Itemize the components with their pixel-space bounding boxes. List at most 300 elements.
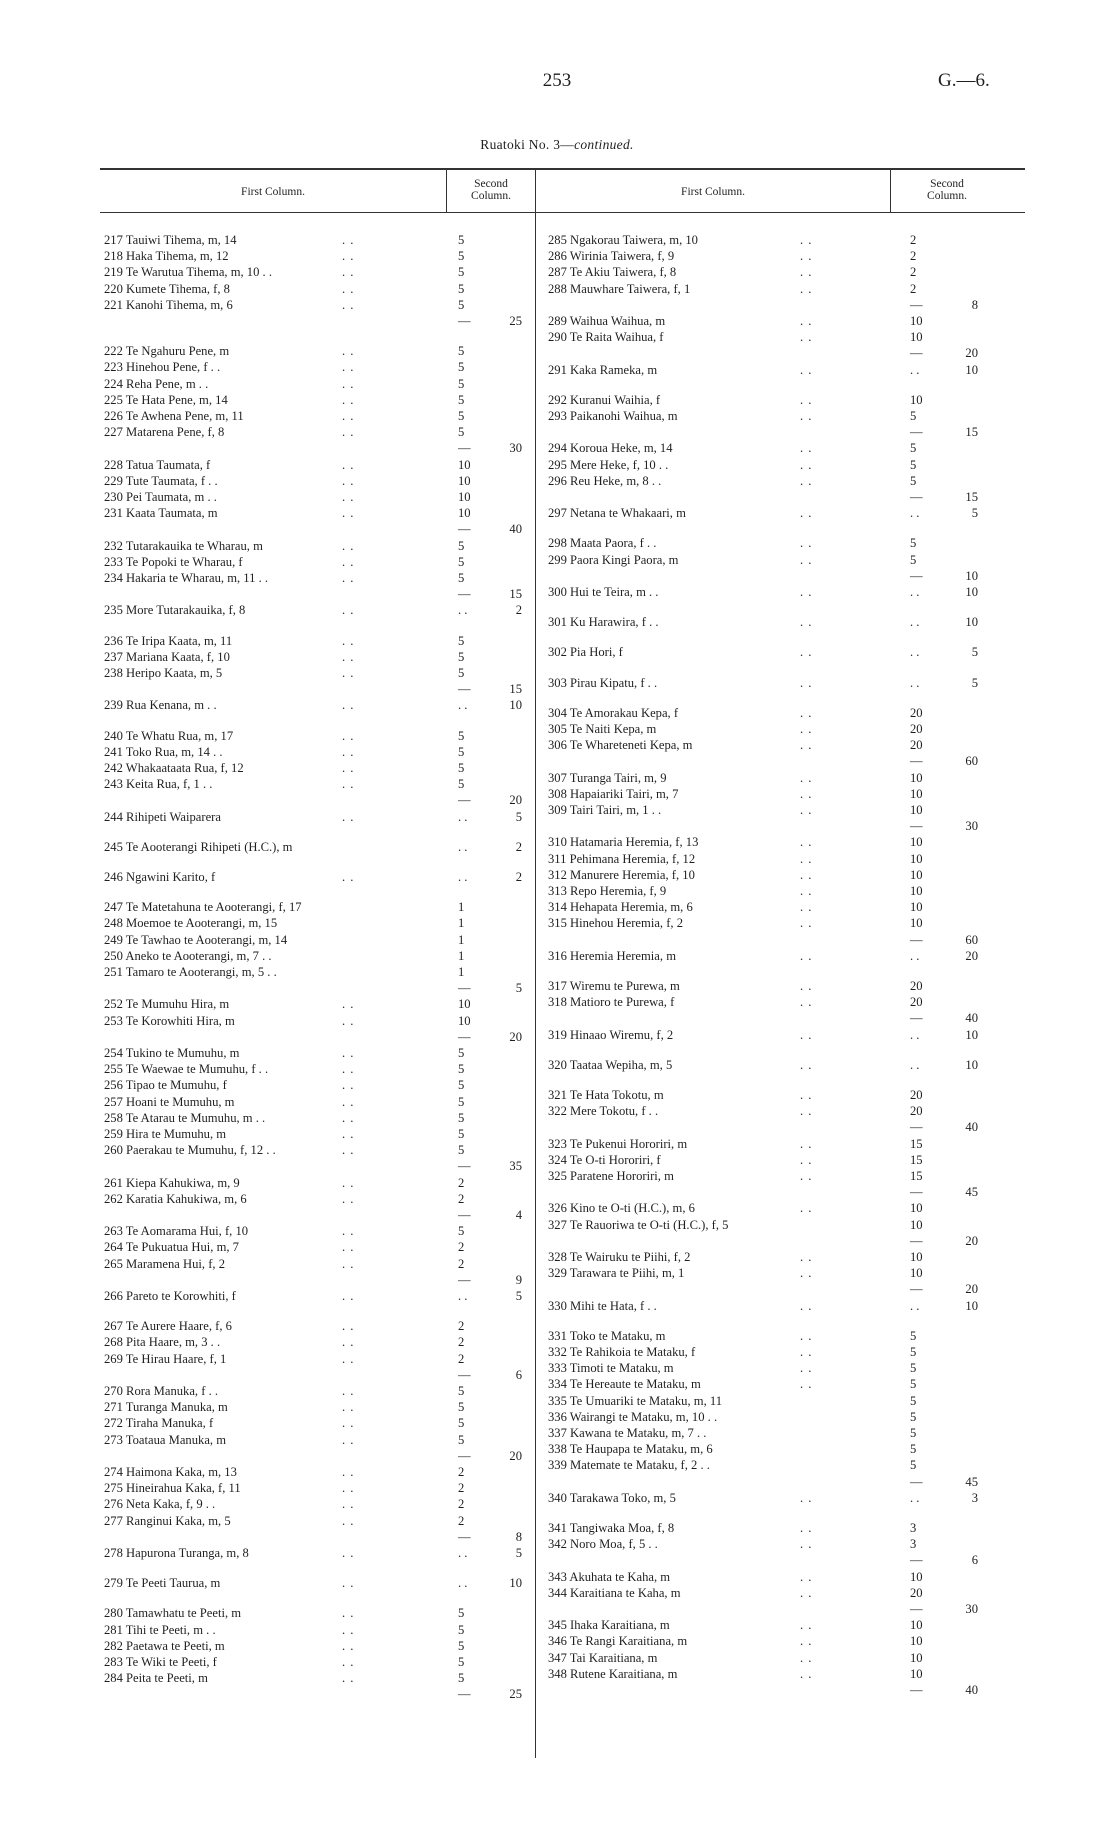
- entry-row: [548, 994, 978, 1010]
- right-second-header-line2: Column.: [927, 190, 967, 202]
- entry-row: [548, 867, 978, 883]
- subtotal-value: 40: [965, 1011, 978, 1026]
- entry-row: [104, 633, 522, 649]
- subtotal-value: 40: [965, 1683, 978, 1697]
- second-column-share: 15: [910, 1169, 923, 1183]
- second-column-share: 10: [910, 1634, 923, 1649]
- second-column-share: . .: [458, 839, 468, 854]
- second-column-share: 5: [458, 571, 465, 585]
- entry-name: 307 Turanga Tairi, m, 9: [548, 770, 667, 785]
- entry-row: [104, 1175, 522, 1191]
- second-column-share: 1: [458, 965, 465, 979]
- second-column-share: 5: [458, 1432, 465, 1447]
- leader-dots: . .: [800, 851, 813, 866]
- second-column-share: . .: [458, 698, 468, 713]
- second-column-share: 10: [910, 314, 923, 328]
- second-column-share: . .: [910, 1298, 920, 1313]
- subtotal-dash: —: [910, 1683, 923, 1697]
- entry-name: 221 Kanohi Tihema, m, 6: [104, 297, 233, 312]
- leader-dots: . .: [800, 1361, 813, 1376]
- leader-dots: . .: [800, 1169, 813, 1183]
- entry-name: 223 Hinehou Pene, f . .: [104, 360, 221, 375]
- leader-dots: . .: [800, 770, 813, 785]
- leader-dots: . .: [342, 344, 355, 359]
- second-column-share: 10: [458, 457, 471, 472]
- entry-row: [548, 281, 978, 297]
- entry-name: 325 Paratene Hororiri, m: [548, 1169, 674, 1183]
- second-column-share: 20: [910, 738, 923, 753]
- entry-name: 318 Matioro te Purewa, f: [548, 995, 675, 1010]
- entry-name: 230 Pei Taumata, m . .: [104, 490, 217, 504]
- second-column-share: 5: [458, 1094, 465, 1109]
- entry-row: [104, 932, 522, 948]
- entry-name: 288 Mauwhare Taiwera, f, 1: [548, 281, 691, 296]
- second-column-total: 10: [965, 362, 978, 377]
- second-column-share: 5: [458, 233, 465, 247]
- entry-row: [548, 1666, 978, 1682]
- leader-dots: . .: [342, 1481, 355, 1496]
- left-second-column-divider: [446, 168, 447, 212]
- entry-name: 243 Keita Rua, f, 1 . .: [104, 777, 213, 792]
- second-column-share: 2: [910, 249, 917, 264]
- entry-row: [104, 1045, 522, 1061]
- entry-name: 278 Hapurona Turanga, m, 8: [104, 1546, 249, 1560]
- entry-row: [104, 1383, 522, 1399]
- subtotal-dash: —: [458, 682, 471, 697]
- entry-row: [104, 915, 522, 931]
- entry-name: 311 Pehimana Heremia, f, 12: [548, 851, 696, 866]
- entry-row: [104, 649, 522, 665]
- subtotal-value: 30: [965, 1602, 978, 1616]
- leader-dots: . .: [342, 1319, 355, 1334]
- entry-row: [548, 1585, 978, 1601]
- entry-row: [548, 705, 978, 721]
- header-bottom-rule: [100, 212, 1025, 213]
- subtotal-dash: —: [458, 981, 471, 996]
- entry-row: [104, 869, 522, 885]
- subtotal-row: [458, 586, 522, 602]
- entry-name: 293 Paikanohi Waihua, m: [548, 409, 678, 423]
- entry-name: 222 Te Ngahuru Pene, m: [104, 344, 230, 359]
- second-column-share: 20: [910, 705, 923, 720]
- entry-row: [104, 1223, 522, 1239]
- entry-row: [548, 1168, 978, 1184]
- subtotal-row: [458, 1029, 522, 1045]
- subtotal-row: [458, 1448, 522, 1464]
- entry-row: [104, 899, 522, 915]
- entry-row: [104, 602, 522, 618]
- second-column-share: 1: [458, 932, 465, 947]
- leader-dots: . .: [342, 1465, 355, 1479]
- entry-row: [548, 1298, 978, 1314]
- entry-name: 235 More Tutarakauika, f, 8: [104, 603, 246, 618]
- entry-name: 322 Mere Tokotu, f . .: [548, 1104, 659, 1119]
- second-column-total: 2: [515, 839, 522, 854]
- second-column-share: 5: [458, 344, 465, 359]
- leader-dots: . .: [342, 425, 355, 440]
- leader-dots: . .: [800, 362, 813, 377]
- subtotal-row: [910, 489, 978, 505]
- entry-row: [104, 809, 522, 825]
- second-column-share: 10: [910, 1250, 923, 1264]
- entry-name: 286 Wirinia Taiwera, f, 9: [548, 249, 675, 264]
- leader-dots: . .: [342, 1335, 355, 1350]
- entry-name: 218 Haka Tihema, m, 12: [104, 249, 229, 264]
- entry-name: 260 Paerakau te Mumuhu, f, 12 . .: [104, 1143, 276, 1158]
- second-column-share: 5: [910, 473, 917, 488]
- entry-name: 327 Te Rauoriwa te O-ti (H.C.), f, 5: [548, 1217, 729, 1232]
- leader-dots: . .: [342, 1013, 355, 1028]
- second-column-share: 5: [458, 265, 465, 280]
- second-column-share: 10: [910, 392, 923, 407]
- second-column-share: 2: [910, 233, 917, 247]
- leader-dots: . .: [342, 698, 355, 713]
- entry-name: 257 Hoani te Mumuhu, m: [104, 1094, 235, 1109]
- second-column-share: . .: [458, 603, 468, 618]
- second-column-share: 5: [910, 1345, 917, 1359]
- second-column-share: 5: [458, 425, 465, 440]
- subtotal-row: [910, 1010, 978, 1026]
- subtotal-dash: —: [458, 1159, 471, 1174]
- subtotal-value: 25: [509, 314, 522, 328]
- second-column-share: . .: [910, 1490, 920, 1505]
- entry-name: 331 Toko te Mataku, m: [548, 1328, 666, 1343]
- subtotal-dash: —: [458, 1687, 471, 1702]
- second-column-share: 5: [910, 1393, 917, 1408]
- entry-row: [548, 584, 978, 600]
- entry-name: 306 Te Whareteneti Kepa, m: [548, 738, 693, 753]
- entry-name: 264 Te Pukuatua Hui, m, 7: [104, 1240, 239, 1255]
- entry-name: 255 Te Waewae te Mumuhu, f . .: [104, 1062, 269, 1077]
- second-column-share: 5: [458, 1671, 465, 1686]
- second-column-share: . .: [458, 1576, 468, 1591]
- second-column-share: . .: [458, 1546, 468, 1560]
- entry-name: 319 Hinaao Wiremu, f, 2: [548, 1027, 674, 1042]
- subtotal-value: 8: [971, 297, 978, 312]
- entry-name: 312 Manurere Heremia, f, 10: [548, 867, 695, 882]
- leader-dots: . .: [342, 1127, 355, 1141]
- second-column-share: 5: [458, 1078, 465, 1093]
- entry-row: [104, 1077, 522, 1093]
- entry-name: 347 Tai Karaitiana, m: [548, 1650, 658, 1665]
- entry-name: 228 Tatua Taumata, f: [104, 457, 211, 472]
- table-top-rule: [100, 168, 1025, 170]
- subtotal-row: [910, 345, 978, 361]
- subtotal-dash: —: [910, 1282, 923, 1297]
- entry-row: [104, 1480, 522, 1496]
- second-column-share: 10: [910, 1569, 923, 1584]
- second-column-share: 20: [910, 1088, 923, 1102]
- entry-name: 295 Mere Heke, f, 10 . .: [548, 457, 669, 472]
- entry-row: [548, 392, 978, 408]
- subtotal-dash: —: [458, 522, 471, 537]
- entry-row: [548, 1136, 978, 1152]
- entry-row: [548, 834, 978, 850]
- subtotal-dash: —: [910, 1185, 923, 1200]
- second-column-total: 20: [965, 948, 978, 963]
- leader-dots: . .: [800, 722, 813, 736]
- leader-dots: . .: [800, 1569, 813, 1584]
- second-column-share: 5: [458, 1062, 465, 1077]
- entry-row: [104, 1061, 522, 1077]
- leader-dots: . .: [800, 738, 813, 753]
- entry-name: 233 Te Popoki te Wharau, f: [104, 554, 243, 569]
- subtotal-row: [458, 1367, 522, 1383]
- leader-dots: . .: [342, 761, 355, 775]
- leader-dots: . .: [342, 490, 355, 504]
- subtotal-dash: —: [910, 932, 923, 947]
- entry-row: [104, 1191, 522, 1207]
- entry-row: [104, 1013, 522, 1029]
- second-column-total: 10: [965, 1057, 978, 1072]
- subtotal-row: [458, 980, 522, 996]
- entry-name: 344 Karaitiana te Kaha, m: [548, 1585, 681, 1600]
- leader-dots: . .: [342, 1256, 355, 1271]
- subtotal-value: 40: [965, 1120, 978, 1135]
- second-column-share: 5: [458, 1127, 465, 1141]
- entry-row: [548, 1425, 978, 1441]
- second-column-share: 10: [910, 1266, 923, 1281]
- subtotal-dash: —: [910, 1120, 923, 1135]
- entry-name: 259 Hira te Mumuhu, m: [104, 1127, 227, 1141]
- second-column-share: 5: [458, 376, 465, 391]
- entry-row: [548, 802, 978, 818]
- entry-row: [548, 1344, 978, 1360]
- subtotal-value: 40: [509, 522, 522, 537]
- entry-row: [548, 1087, 978, 1103]
- subtotal-dash: —: [458, 793, 471, 808]
- second-column-share: 3: [910, 1521, 917, 1535]
- entry-name: 316 Heremia Heremia, m: [548, 948, 676, 963]
- subtotal-row: [458, 1686, 522, 1702]
- entry-name: 308 Hapaiariki Tairi, m, 7: [548, 786, 679, 801]
- second-column-share: 5: [458, 360, 465, 375]
- entry-name: 301 Ku Harawira, f . .: [548, 615, 659, 630]
- leader-dots: . .: [342, 1622, 355, 1637]
- second-column-share: 5: [910, 1442, 917, 1457]
- leader-dots: . .: [342, 603, 355, 618]
- entry-row: [104, 1496, 522, 1512]
- second-column-total: 10: [965, 1027, 978, 1042]
- leader-dots: . .: [342, 870, 355, 884]
- entry-row: [548, 883, 978, 899]
- entry-row: [548, 535, 978, 551]
- entry-row: [548, 721, 978, 737]
- second-column-share: 10: [910, 867, 923, 882]
- subtotal-value: 15: [509, 682, 522, 697]
- entry-name: 297 Netana te Whakaari, m: [548, 506, 686, 521]
- second-column-total: 10: [965, 615, 978, 630]
- second-column-share: . .: [910, 506, 920, 521]
- left-second-column-header: [448, 178, 534, 202]
- leader-dots: . .: [800, 314, 813, 328]
- second-column-share: 5: [910, 1458, 917, 1473]
- entry-name: 332 Te Rahikoia te Mataku, f: [548, 1345, 696, 1359]
- second-column-share: 5: [910, 1426, 917, 1440]
- subtotal-value: 9: [515, 1272, 522, 1287]
- entry-name: 256 Tipao te Mumuhu, f: [104, 1078, 227, 1093]
- entry-row: [548, 1328, 978, 1344]
- second-column-share: 10: [910, 786, 923, 801]
- entry-name: 265 Maramena Hui, f, 2: [104, 1256, 226, 1271]
- leader-dots: . .: [800, 585, 813, 599]
- second-column-share: 2: [458, 1319, 465, 1334]
- entry-row: [548, 1520, 978, 1536]
- entry-row: [104, 1670, 522, 1686]
- leader-dots: . .: [800, 979, 813, 993]
- leader-dots: . .: [800, 948, 813, 963]
- entry-row: [104, 1334, 522, 1350]
- subtotal-value: 15: [965, 490, 978, 504]
- second-column-share: 10: [910, 916, 923, 931]
- leader-dots: . .: [342, 506, 355, 521]
- leader-dots: . .: [342, 744, 355, 759]
- leader-dots: . .: [800, 645, 813, 660]
- subtotal-value: 20: [965, 1233, 978, 1248]
- entry-row: [548, 1265, 978, 1281]
- entry-row: [548, 1027, 978, 1043]
- second-column-share: 2: [458, 1256, 465, 1271]
- entry-name: 291 Kaka Rameka, m: [548, 362, 658, 377]
- second-column-share: 5: [458, 1110, 465, 1125]
- entry-row: [548, 737, 978, 753]
- entry-row: [548, 1650, 978, 1666]
- second-column-share: 3: [910, 1537, 917, 1552]
- entry-row: [104, 996, 522, 1012]
- subtotal-dash: —: [910, 425, 923, 440]
- second-column-share: 5: [458, 1638, 465, 1653]
- entry-name: 337 Kawana te Mataku, m, 7 . .: [548, 1426, 707, 1440]
- subtotal-value: 6: [515, 1367, 522, 1382]
- entry-row: [104, 264, 522, 280]
- entry-row: [104, 457, 522, 473]
- right-second-column-divider: [890, 168, 891, 212]
- second-column-total: 2: [515, 603, 522, 618]
- entry-name: 342 Noro Moa, f, 5 . .: [548, 1537, 658, 1552]
- entry-row: [548, 1490, 978, 1506]
- subtotal-row: [458, 792, 522, 808]
- subtotal-value: 30: [965, 819, 978, 834]
- second-column-share: 2: [458, 1513, 465, 1528]
- entry-row: [548, 1217, 978, 1233]
- entry-name: 261 Kiepa Kahukiwa, m, 9: [104, 1175, 240, 1190]
- page-subtitle: [0, 137, 1114, 153]
- second-column-share: 5: [458, 1622, 465, 1637]
- leader-dots: . .: [342, 633, 355, 648]
- subtotal-row: [910, 1233, 978, 1249]
- second-column-share: 2: [910, 265, 917, 280]
- entry-name: 248 Moemoe te Aooterangi, m, 15: [104, 916, 278, 931]
- entry-row: [104, 1351, 522, 1367]
- second-column-total: 10: [509, 1576, 522, 1591]
- entry-name: 283 Te Wiki te Peeti, f: [104, 1655, 217, 1669]
- subtotal-dash: —: [910, 1011, 923, 1026]
- leader-dots: . .: [800, 1650, 813, 1665]
- leader-dots: . .: [342, 1351, 355, 1366]
- subtotal-row: [910, 1552, 978, 1568]
- entry-row: [548, 1057, 978, 1073]
- leader-dots: . .: [342, 376, 355, 391]
- entry-row: [104, 1622, 522, 1638]
- entry-name: 217 Tauiwi Tihema, m, 14: [104, 233, 237, 247]
- subtotal-dash: —: [458, 1029, 471, 1044]
- leader-dots: . .: [342, 1224, 355, 1239]
- entry-name: 299 Paora Kingi Paora, m: [548, 552, 679, 567]
- second-column-total: 2: [515, 870, 522, 884]
- leader-dots: . .: [800, 916, 813, 931]
- entry-row: [548, 232, 978, 248]
- leader-dots: . .: [342, 1191, 355, 1206]
- entry-name: 254 Tukino te Mumuhu, m: [104, 1046, 240, 1060]
- second-column-share: . .: [910, 1027, 920, 1042]
- leader-dots: . .: [800, 1666, 813, 1681]
- subtotal-dash: —: [458, 1208, 471, 1222]
- entry-name: 279 Te Peeti Taurua, m: [104, 1576, 221, 1591]
- leader-dots: . .: [800, 473, 813, 488]
- subtotal-row: [458, 1529, 522, 1545]
- subtotal-dash: —: [458, 1272, 471, 1287]
- entry-row: [104, 1575, 522, 1591]
- entry-row: [548, 1152, 978, 1168]
- entry-row: [548, 915, 978, 931]
- leader-dots: . .: [342, 571, 355, 585]
- second-column-share: 20: [910, 995, 923, 1010]
- leader-dots: . .: [342, 1046, 355, 1060]
- entry-name: 237 Mariana Kaata, f, 10: [104, 649, 230, 664]
- entry-name: 324 Te O-ti Hororiri, f: [548, 1152, 661, 1167]
- entry-row: [104, 964, 522, 980]
- leader-dots: . .: [342, 1546, 355, 1560]
- second-column-share: 15: [910, 1152, 923, 1167]
- second-column-share: 2: [458, 1191, 465, 1206]
- second-column-share: 10: [458, 506, 471, 521]
- second-column-share: 2: [458, 1335, 465, 1350]
- entry-row: [104, 1638, 522, 1654]
- second-column-share: 5: [458, 249, 465, 264]
- entry-row: [104, 232, 522, 248]
- leader-dots: . .: [800, 1057, 813, 1072]
- second-column-share: . .: [910, 615, 920, 630]
- entry-row: [548, 1200, 978, 1216]
- entry-row: [104, 408, 522, 424]
- entry-row: [104, 1399, 522, 1415]
- entry-name: 346 Te Rangi Karaitiana, m: [548, 1634, 688, 1649]
- subtotal-row: [910, 753, 978, 769]
- entry-row: [104, 1605, 522, 1621]
- entry-row: [104, 1432, 522, 1448]
- leader-dots: . .: [800, 265, 813, 280]
- entry-row: [548, 1103, 978, 1119]
- entry-row: [104, 1318, 522, 1334]
- leader-dots: . .: [800, 1266, 813, 1281]
- entry-name: 273 Toataua Manuka, m: [104, 1432, 226, 1447]
- second-column-share: 5: [458, 761, 465, 775]
- left-first-column-header: First Column.: [241, 186, 305, 198]
- second-column-share: 5: [910, 409, 917, 423]
- second-column-share: . .: [458, 809, 468, 824]
- leader-dots: . .: [800, 1298, 813, 1313]
- entry-name: 281 Tihi te Peeti, m . .: [104, 1622, 216, 1637]
- entry-row: [548, 329, 978, 345]
- entry-name: 274 Haimona Kaka, m, 13: [104, 1465, 237, 1479]
- second-column-share: 10: [910, 1666, 923, 1681]
- subtotal-row: [458, 681, 522, 697]
- subtotal-row: [458, 313, 522, 329]
- subtotal-value: 45: [965, 1474, 978, 1489]
- second-column-share: 2: [458, 1497, 465, 1512]
- entry-row: [548, 313, 978, 329]
- entry-name: 252 Te Mumuhu Hira, m: [104, 997, 230, 1012]
